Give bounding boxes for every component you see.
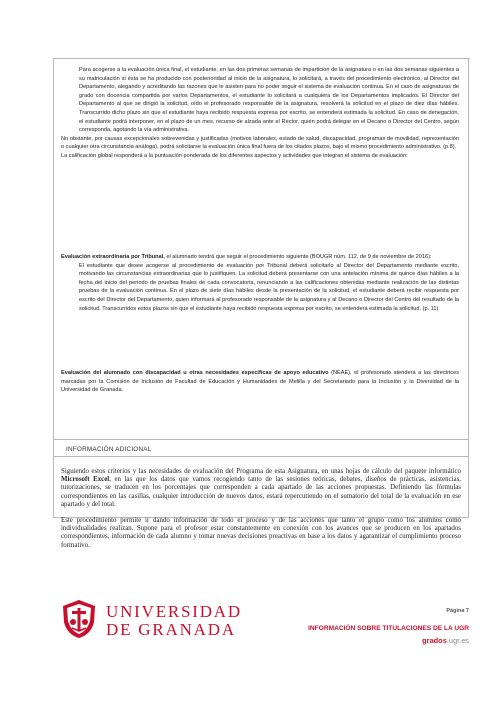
- global-grade-paragraph: La calificación global responderá a la puntuación ponderada de los diferentes aspectos y actividades que integran el sistema de evaluación:: [61, 152, 408, 159]
- tribunal-title-rest: el alumnado tendrá que seguir el procedimiento siguiente (BOUGR núm. 112, de 9 de noviembre de 2016):: [164, 254, 432, 260]
- titulaciones-info-title: INFORMACIÓN SOBRE TITULACIONES DE LA UGR: [308, 625, 469, 632]
- info-heading: INFORMACIÓN ADICIONAL: [53, 440, 469, 457]
- info-body: [61, 468, 461, 550]
- neae-paragraph: [61, 369, 459, 395]
- single-final-evaluation-paragraph: Para acogerse a la evaluación única final, el estudiante, en las dos primeras semanas de impartición de la asignatura o en las dos semanas siguientes a su matriculación si ésta se ha producido con posterioridad al inicio de la asignatura, lo solicitará, a través del procedimiento electrónico, al Director del Departamento, alegando y acreditando las razones que le asisten para no poder seguir el sistema de evaluación continua. En el caso de asignaturas de grado con docencia compartida por varios Departamentos, el estudiante lo solicitará a cualquiera de los Departamentos implicados. El Director del Departamento al que se dirigió la solicitud, oído el profesorado responsable de la asignatura, resolverá la solicitud en el plazo de diez días hábiles. Transcurrido dicho plazo sin que el estudiante haya recibido respuesta expresa por escrito, se entenderá estimada la solicitud. En caso de denegación, el estudiante podrá interponer, en el plazo de un mes, recurso de alzada ante el Rector, quién podrá delegar en el Decano o Director del Centro, según corresponda, agotando la vía administrativa.: [79, 67, 459, 134]
- info-p1-a: Siguiendo estos criterios y las necesidades de evaluación del Programa de esta Asignatura, en unas hojas de cálculo del paquete informático: [61, 468, 461, 475]
- neae-title-rest: (NEAE), el profesorado atenderá a las directrices marcadas por la Comisión de Inclusión de Facultad de Educación y Humanidades de Melilla y del Secretariado para la Inclusión y la Diversidad de la Universidad de Granada.: [61, 370, 459, 394]
- tribunal-section: [61, 253, 459, 313]
- grados-link-a: grados: [422, 636, 447, 645]
- grados-link-b: .ugr.es: [446, 636, 469, 645]
- info-paragraph-1: [61, 468, 461, 509]
- info-p1-bold: Microsoft Excel: [61, 476, 110, 484]
- info-paragraph-2: Este procedimiento permite ir dando información de todo el proceso y de las acciones que tanto el grupo como los alumnos como individualidades realizan. Supone para el profesor estar constantemente en conexión con los avances que se producen en los apartados correspondientes, información de cada alumno y tomar nuevas decisiones preactivas en base a los datos y agarantizar el cumplimiento proceso formativo.: [61, 517, 461, 549]
- ugr-crest-icon: [58, 598, 100, 640]
- tribunal-heading: [61, 253, 459, 262]
- grados-link[interactable]: [422, 636, 469, 645]
- page-number: Página 7: [446, 608, 469, 614]
- info-box: [53, 440, 469, 549]
- tribunal-title: Evaluación extraordinaria por Tribunal,: [61, 254, 165, 260]
- neae-title: Evaluación del alumnado con discapacidad u otras necesidades específicas de apoyo educativo: [61, 370, 329, 376]
- university-name-line2: DE GRANADA: [106, 620, 236, 639]
- evaluation-box: [53, 58, 469, 440]
- university-name: [106, 603, 242, 639]
- single-final-evaluation-section: [61, 66, 459, 161]
- neae-section: [61, 369, 459, 395]
- exceptional-causes-paragraph: No obstante, por causas excepcionales sobrevenidas y justificadas (motivos laborales, estado de salud, discapacidad, programas de movilidad, representación o cualquier otra circunstancia análoga), podrá solicitarse la evaluación única final fuera de los citados plazos, bajo el mismo procedimiento administrativo. (p.8).: [61, 135, 459, 151]
- university-name-line1: UNIVERSIDAD: [106, 602, 242, 621]
- info-p1-b: , en las que los datos que vamos recogiendo tanto de las sesiones teóricas, debates, diseños de prácticas, asistencias, tutorizaciones, se traducen en los porcentajes que corresponden a cada apartado de las acciones propuestas. Definiendo las fórmulas correspondientes en las casillas, cualquier introducción de nuevos datos, estará repercutiendo en el sumatorio del total de la evaluación en ese apartado y del total.: [61, 476, 462, 508]
- tribunal-paragraph: El estudiante que desee acogerse al procedimiento de evaluación por Tribunal deberá solicitarlo al Director del Departamento mediante escrito, motivando las circunstancias extraordinarias que lo justifiquen. La solicitud deberá presentarse con una antelación mínima de quince días hábiles a la fecha del inicio del periodo de pruebas finales de cada convocatoria, renunciando a las calificaciones obtenidas mediante realización de las distintas pruebas de la evaluación continua. En el plazo de siete días hábiles desde la presentación de la solicitud, el estudiante deberá recibir respuesta por escrito del Director del Departamento, quien informará al profesorado responsable de la asignatura y al Decano o Director del Centro del resultado de la solicitud. Transcurridos estos plazos sin que el estudiante haya recibido respuesta expresa por escrito, se entenderá estimada la solicitud. (p. 11): [79, 262, 459, 312]
